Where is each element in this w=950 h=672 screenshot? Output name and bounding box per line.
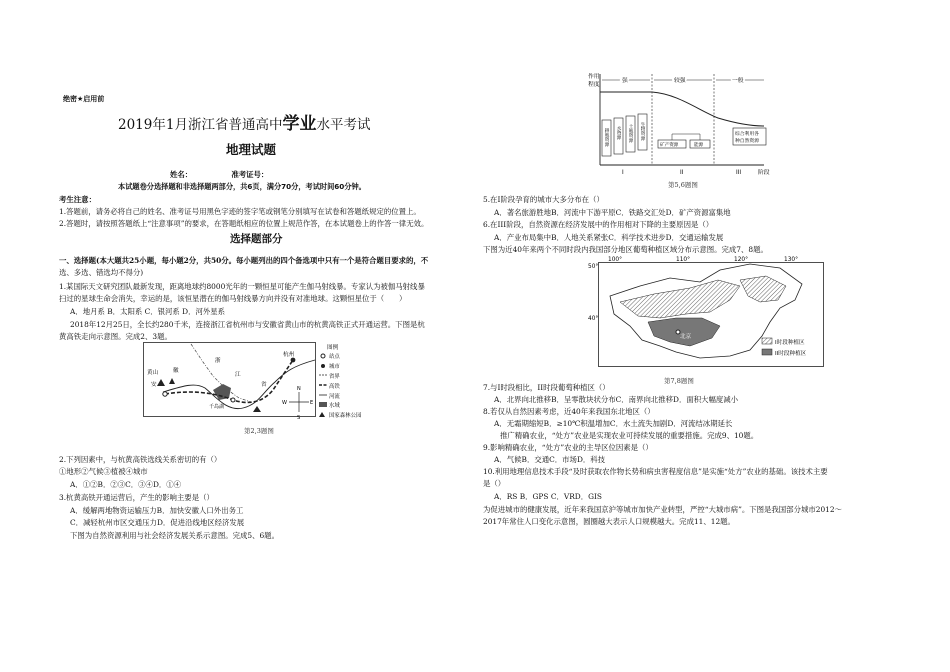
question-3-options: C．减轻杭州市区交通压力D．促进沿线地区经济发展 — [70, 518, 245, 527]
section-title: 选择题部分 — [230, 233, 283, 245]
phase-label: 强 — [622, 78, 628, 84]
question-6-options: A．产业布局集中B．人地关系紧张C．科学技术进步D．交通运输发展 — [494, 233, 724, 242]
railway-map — [143, 342, 365, 424]
question-8-options: A．无霜期缩短B．≥10℃积温增加C．水土流失加剧D．河流结冰期延长 — [494, 419, 733, 428]
question-10: 10.利用地理信息技术手段“及时获取农作物长势和病虫害程度信息”是实施“处方”农业的基础。该技术主要 — [483, 467, 828, 476]
phase-label: 一般 — [732, 78, 744, 84]
notice-line: 2.答题时，请按照答题纸上“注意事项”的要求，在答题纸相应的位置上规范作答，在本试题卷上的作答一律无效。 — [59, 219, 429, 228]
exam-title: 2019年1月浙江省普通高中学业水平考试 — [118, 114, 371, 134]
latitude-label: 50° — [588, 264, 599, 270]
resource-box — [658, 140, 686, 148]
longitude-label: 100° — [608, 257, 622, 263]
intro-7-8: 下图为近40年来两个不同时段内我国部分地区葡萄种植区域分布示意图。完成7、8题。 — [483, 245, 768, 254]
intro-2-3: 2018年12月25日，全长约280千米，连接浙江省杭州市与安徽省黄山市的杭黄高铁正式开通运营。下图是杭 — [70, 320, 425, 329]
resource-box — [614, 118, 623, 154]
x-axis-label: 阶段 — [758, 170, 770, 176]
question-7: 7.与I时段相比，II时段葡萄种植区（） — [483, 383, 610, 392]
intro-2-3: 黄高铁走向示意图。完成2、3题。 — [59, 332, 172, 341]
resource-box — [638, 114, 647, 150]
resource-box — [690, 140, 710, 148]
svg-text:生物资源: 生物资源 — [640, 122, 645, 141]
candidate-fields — [170, 170, 268, 180]
notice-heading: 考生注意： — [59, 195, 96, 204]
question-5-options: A．著名旅游胜地B．河流中下游平原C．铁路交汇处D．矿产资源富集地 — [494, 208, 731, 217]
figure-caption: 第2,3题图 — [244, 427, 274, 435]
place-label: 省 — [261, 382, 267, 388]
svg-text:综合利用各: 综合利用各 — [735, 132, 759, 137]
exam-summary: 本试题卷分选择题和非选择题两部分，共6页，满分70分，考试时间60分钟。 — [118, 182, 366, 191]
legend-rail: 高铁 — [329, 384, 340, 390]
question-6: 6.在III阶段，自然资源在经济发展中的作用相对下降的主要原因是（） — [483, 220, 714, 229]
y-axis-label: 程度 — [588, 82, 600, 88]
legend-station: 站点 — [329, 354, 340, 360]
longitude-label: 120° — [734, 257, 748, 263]
legend-city: 城市 — [329, 364, 340, 370]
question-1: 1.某国际天文研究团队最新发现，距离地球约8000光年的一颗恒星可能产生伽马射线暴。专家认为被伽马射线暴 — [59, 282, 425, 291]
resource-box — [602, 120, 611, 156]
question-10-options: A．RS B．GPS C．VRD．GIS — [494, 492, 602, 501]
question-7-options: A．北界向北推移B．呈零散块状分布C．南界向北推移D．面积大幅度减小 — [494, 395, 739, 404]
intro-5-6: 下图为自然资源利用与社会经济发展关系示意图。完成5、6题。 — [70, 531, 279, 540]
place-label: 黄山 — [147, 370, 159, 376]
star-icon: ★ — [77, 95, 84, 103]
svg-text:耕地资源: 耕地资源 — [604, 128, 609, 147]
place-label: 浙 — [215, 358, 221, 364]
subject-title: 地理试题 — [226, 142, 277, 157]
stage-label: II — [680, 170, 684, 176]
svg-text:N: N — [297, 386, 301, 392]
name-label: 姓名： — [170, 170, 193, 179]
city-label: 北京 — [680, 334, 692, 340]
place-label: 安 — [151, 382, 157, 388]
svg-text:W: W — [282, 400, 287, 406]
legend-water: 水域 — [329, 403, 340, 409]
stage-label: I — [622, 170, 624, 176]
legend-forest: 国家森林公园 — [329, 413, 362, 419]
question-2-items: ①地形②气候③植被④城市 — [59, 467, 148, 476]
question-3: 3.杭黄高铁开通运营后，产生的影响主要是（） — [59, 493, 214, 502]
question-10: 是（） — [483, 479, 506, 488]
svg-text:矿产资源: 矿产资源 — [660, 143, 679, 148]
longitude-label: 130° — [784, 257, 798, 263]
latitude-label: 40° — [588, 316, 599, 322]
intro-11-12: 为促进城市的健康发展，近年来我国京沪等城市加快产业转型，严控“大城市病”。下图是我国部分城市2012～ — [483, 505, 842, 514]
station-icon — [163, 392, 167, 396]
legend-period-1: I时段种植区 — [775, 340, 805, 346]
y-axis-label: 作用 — [588, 74, 600, 80]
secret-label: 绝密★启用前 — [63, 95, 105, 103]
svg-text:S: S — [297, 415, 301, 421]
figure-caption: 第7,8题图 — [664, 377, 694, 385]
resource-diagram — [588, 70, 784, 178]
phase-label: 较强 — [674, 78, 686, 84]
place-label: 杭州 — [283, 352, 295, 358]
svg-text:E: E — [310, 400, 314, 406]
place-label: 千岛湖 — [209, 404, 225, 410]
svg-text:水资源: 水资源 — [616, 126, 621, 140]
legend-border: 省界 — [329, 374, 340, 380]
section-intro: 一、选择题(本大题共25小题，每小题2分，共50分。每小题列出的四个备选项中只有一个是符合题目要求的，不 — [59, 256, 429, 265]
intro-9-10: 推广精确农业，“处方”农业是实现农业可持续发展的重要措施。完成9、10题。 — [500, 431, 759, 440]
section-intro: 选、多选、错选均不得分) — [59, 268, 144, 277]
question-2: 2.下列因素中，与杭黄高铁选线关系密切的有（） — [59, 455, 222, 464]
longitude-label: 110° — [676, 257, 690, 263]
question-1-options: A．地月系 B．太阳系 C．银河系 D．河外星系 — [70, 307, 226, 316]
question-8: 8.若仅从自然因素考虑，近40年来我国东北地区（） — [483, 407, 655, 416]
id-label: 准考证号： — [231, 170, 269, 179]
place-label: 徽 — [173, 368, 179, 374]
grape-region-map — [590, 256, 835, 374]
place-label: 江 — [235, 372, 241, 378]
question-9: 9.影响精确农业，“处方”农业的主导区位因素是（） — [483, 443, 653, 452]
intro-11-12: 2017年常住人口变化示意图，圆圈越大表示人口规模越大。完成11、12题。 — [483, 517, 735, 526]
map-legend — [319, 343, 362, 419]
city-icon — [291, 358, 296, 363]
station-icon — [231, 398, 235, 402]
resource-box — [733, 128, 766, 145]
notice-line: 1.答题前，请务必将自己的姓名、准考证号用黑色字迹的签字笔或钢笔分别填写在试卷和答题纸规定的位置上。 — [59, 207, 421, 216]
svg-text:土地资源: 土地资源 — [628, 124, 633, 143]
figure-caption: 第5,6题图 — [668, 181, 698, 189]
legend-river: 河流 — [329, 394, 340, 400]
legend-period-2: II时段种植区 — [775, 351, 807, 357]
question-2-options: A．①②B．②③C．③④D．①④ — [70, 480, 182, 489]
svg-text:能源: 能源 — [694, 143, 704, 148]
svg-text:种自然资源: 种自然资源 — [735, 139, 759, 144]
influence-curve — [600, 92, 764, 126]
question-5: 5.在I阶段孕育的城市大多分布在（） — [483, 195, 604, 204]
question-3-options: A．缓解两地物资运输压力B．加快安徽人口外出务工 — [70, 506, 244, 515]
question-1: 扫过的星球生命会消失，幸运的是，该恒星潜在的伽马射线暴方向并没有对准地球。这颗恒星位于（ ） — [59, 294, 407, 303]
question-9-options: A．气候B．交通C．市场D．科技 — [494, 455, 606, 464]
legend-title: 图例 — [327, 345, 339, 351]
stage-label: III — [736, 170, 742, 176]
resource-box — [626, 116, 635, 152]
